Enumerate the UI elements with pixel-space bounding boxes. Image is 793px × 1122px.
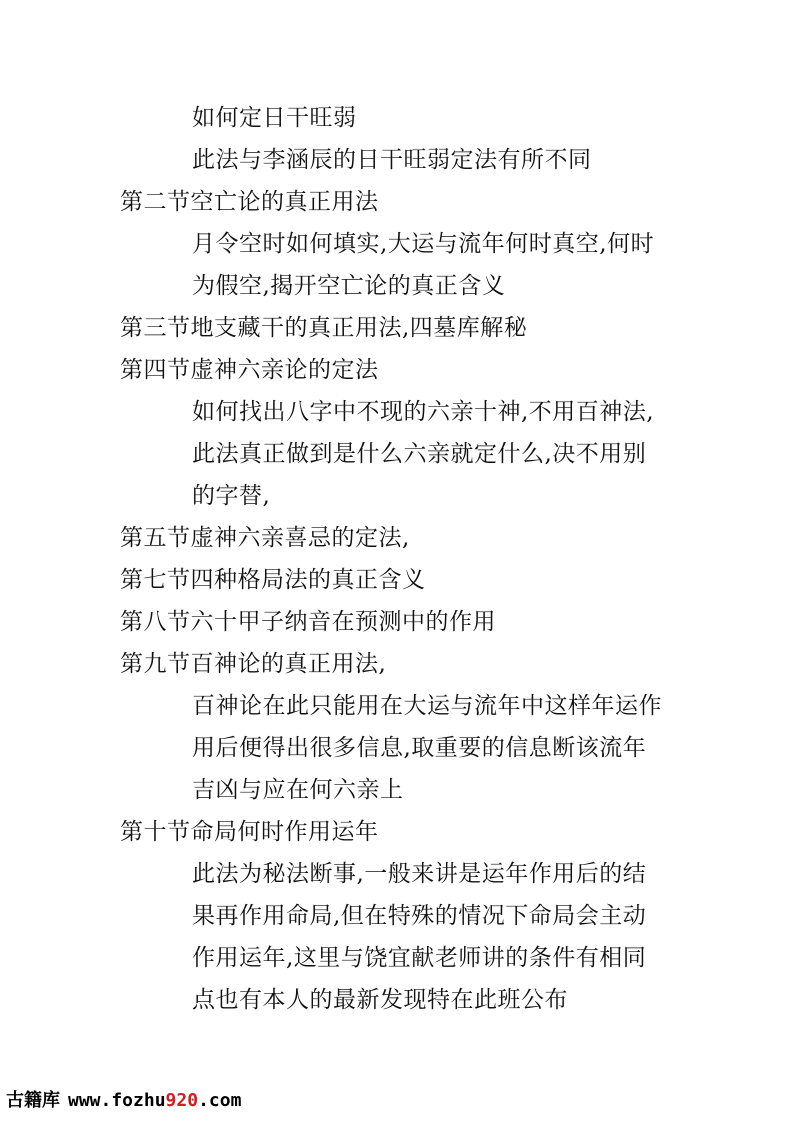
text-line-8: 如何找出八字中不现的六亲十神,不用百神法, — [192, 399, 655, 425]
text-line-19: 此法为秘法断事,一般来讲是运年作用后的结 — [192, 861, 647, 887]
watermark-site-name: 古籍库 — [6, 1090, 60, 1111]
watermark-url-prefix: www.fozhu — [68, 1090, 166, 1111]
text-line-21: 作用运年,这里与饶宜献老师讲的条件有相同 — [192, 945, 647, 971]
watermark-url — [68, 1090, 241, 1111]
text-line-2: 此法与李涵辰的日干旺弱定法有所不同 — [192, 147, 592, 173]
section-heading-3: 第三节地支藏干的真正用法,四墓库解秘 — [120, 315, 528, 341]
watermark-url-suffix: .com — [198, 1090, 242, 1111]
watermark-url-number: 920 — [165, 1090, 199, 1111]
text-line-22: 点也有本人的最新发现特在此班公布 — [192, 987, 568, 1013]
section-heading-10: 第十节命局何时作用运年 — [120, 819, 379, 845]
section-heading-4: 第四节虚神六亲论的定法 — [120, 357, 379, 383]
text-line-17: 吉凶与应在何六亲上 — [192, 777, 404, 803]
section-heading-8: 第八节六十甲子纳音在预测中的作用 — [120, 609, 496, 635]
text-line-20: 果再作用命局,但在特殊的情况下命局会主动 — [192, 903, 647, 929]
text-line-4: 月令空时如何填实,大运与流年何时真空,何时 — [192, 231, 655, 257]
text-line-9: 此法真正做到是什么六亲就定什么,决不用别 — [192, 441, 647, 467]
section-heading-9: 第九节百神论的真正用法, — [120, 651, 387, 677]
section-heading-5: 第五节虚神六亲喜忌的定法, — [120, 525, 410, 551]
text-line-16: 用后便得出很多信息,取重要的信息断该流年 — [192, 735, 647, 761]
site-watermark — [6, 1086, 241, 1116]
text-line-10: 的字替, — [192, 483, 271, 509]
text-line-5: 为假空,揭开空亡论的真正含义 — [192, 273, 506, 299]
section-heading-2: 第二节空亡论的真正用法 — [120, 189, 379, 215]
section-heading-7: 第七节四种格局法的真正含义 — [120, 567, 426, 593]
text-line-15: 百神论在此只能用在大运与流年中这样年运作 — [192, 693, 662, 719]
text-line-1: 如何定日干旺弱 — [192, 105, 357, 131]
